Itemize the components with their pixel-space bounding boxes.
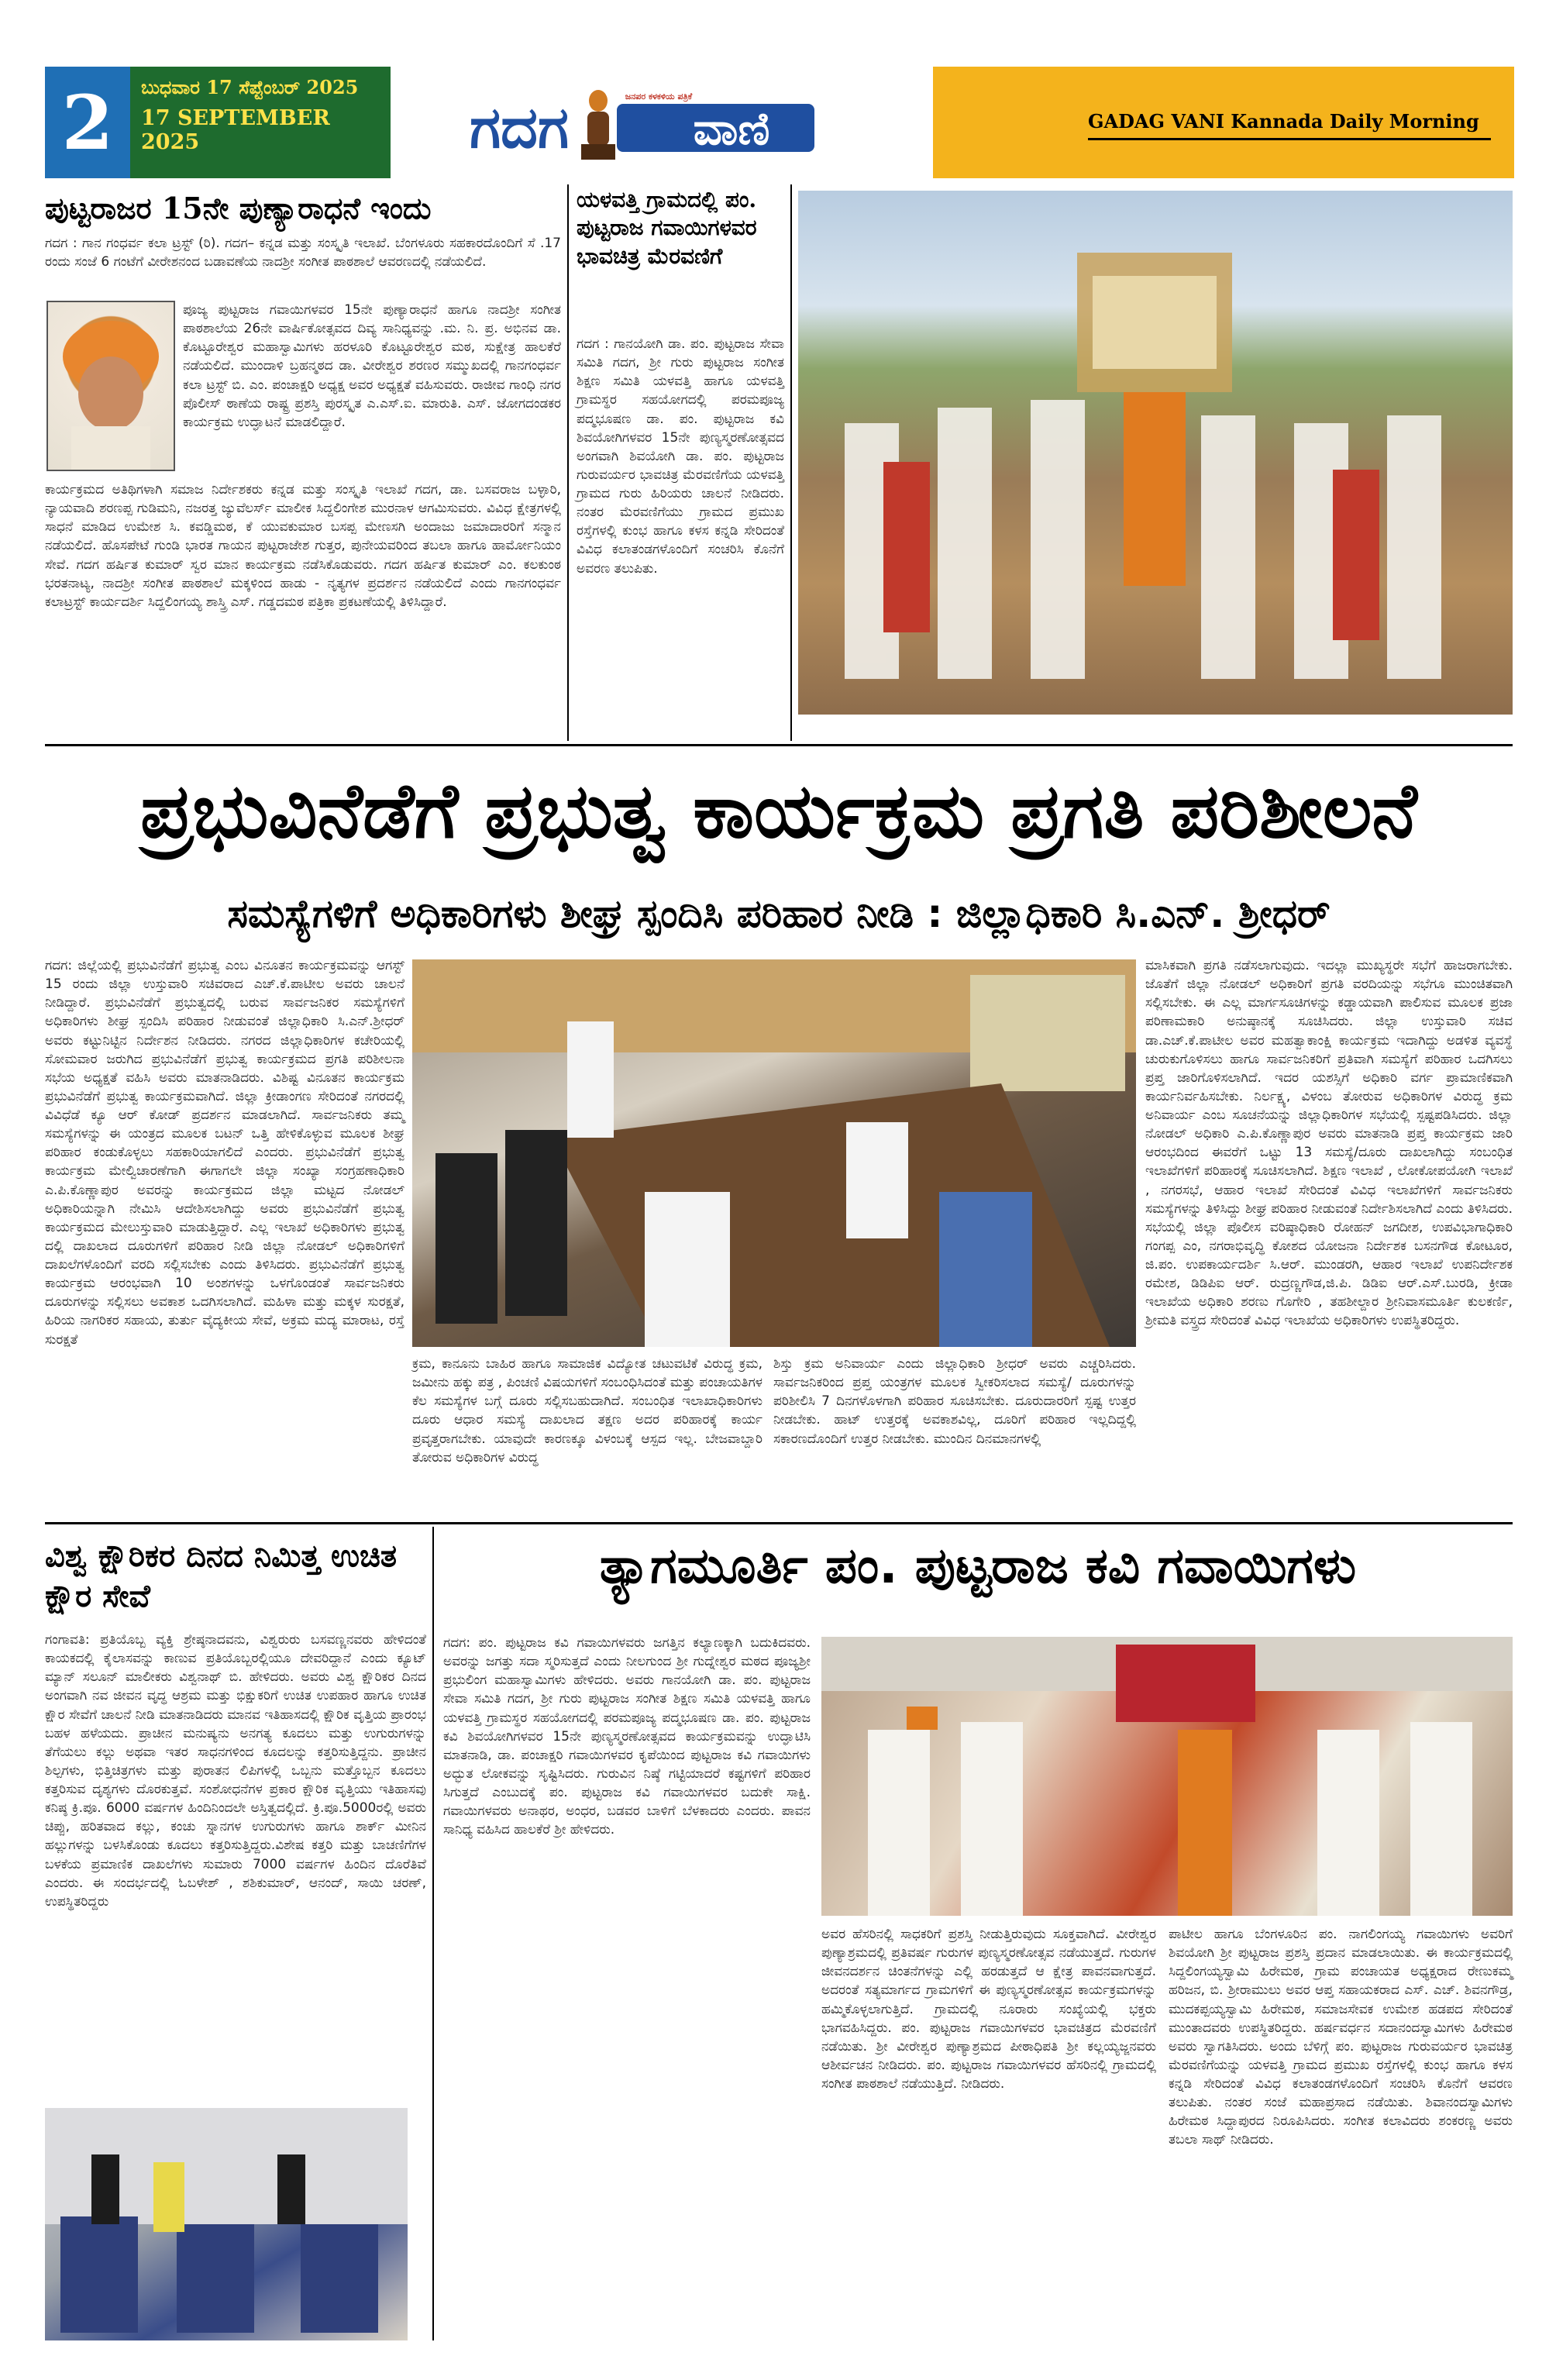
procession-photo bbox=[798, 191, 1513, 715]
logo-left-text: ಗದಗ bbox=[470, 95, 569, 161]
meeting-scene bbox=[412, 959, 1136, 1347]
tagline-bar bbox=[933, 67, 1514, 178]
logo-tagline: ಜನಪರ ಕಳಕಳಿಯ ಪತ್ರಿಕೆ bbox=[625, 91, 693, 102]
event-scene bbox=[821, 1637, 1513, 1916]
statue-icon bbox=[581, 90, 615, 160]
review-meeting-photo bbox=[412, 959, 1136, 1347]
article1-headline: ಪುಟ್ಟರಾಜರ 15ನೇ ಪುಣ್ಯಾರಾಧನೆ ಇಂದು bbox=[45, 191, 432, 226]
article1-side-text: ಪೂಜ್ಯ ಪುಟ್ಟರಾಜ ಗವಾಯಿಗಳವರ 15ನೇ ಪುಣ್ಯಾರಾಧನೆ ಹಾಗೂ ನಾದಶ್ರೀ ಸಂಗೀತ ಪಾಠಶಾಲೆಯ 26ನೇ ವಾರ್ಷಿಕೋತ್ಸವದ ದಿವ್ಯ ಸಾನಿಧ್ಯವನ್ನು .ಮ. ನಿ. ಪ್ರ. ಅಭಿನವ ಡಾ. ಕೊಟ್ಟೂರೇಶ್ವರ ಮಹಾಸ್ವಾಮಿಗಳು ಹರಳೂರಿ ಕೊಟ್ಟೂರೇಶ್ವರ ಮಠ, ಸುಕ್ಷೇತ್ರ ಹಾಲಕೆರೆ ನಡೆಯಲಿದೆ. ಮುಂದಾಳಿ ಬ್ರಹನ್ಮಠದ ಡಾ. ವೀರೇಶ್ವರ ಶರಣರ ಸಮ್ಮುಖದಲ್ಲಿ ಗಾನಗಂಧರ್ವ ಕಲಾ ಟ್ರಸ್ಟ್ ಬಿ. ಎಂ. ಪಂಚಾಕ್ಷರಿ ಅಧ್ಯಕ್ಷ ಅವರ ಅಧ್ಯಕ್ಷತೆ ವಹಿಸುವರು. ರಾಜೀವ ಗಾಂಧಿ ನಗರ ಪೊಲೀಸ್ ಠಾಣೆಯ ರಾಷ್ಟ್ರ ಪ್ರಶಸ್ತಿ ಪುರಸ್ಕೃತ ಎ.ಎಸ್.ಐ. ಮಾರುತಿ. ಎಸ್. ಜೋಗದಂಡಕರ ಕಾರ್ಯಕ್ರಮ ಉದ್ಘಾಟನೆ ಮಾಡಲಿದ್ದಾರೆ. bbox=[183, 302, 561, 430]
tagline-text: GADAG VANI Kannada Daily Morning bbox=[1088, 110, 1479, 133]
section-divider bbox=[45, 1522, 1513, 1524]
main-story-col4: ಮಾಸಿಕವಾಗಿ ಪ್ರಗತಿ ನಡೆಸಲಾಗುವುದು. ಇದಲ್ಲಾ ಮುಖ್ಯಸ್ಥರೇ ಸಭೆಗೆ ಹಾಜರಾಗಬೇಕು. ಜೊತೆಗೆ ಜಿಲ್ಲಾ ನೋಡಲ್ ಅಧಿಕಾರಿಗೆ ಪ್ರಗತಿ ವರದಿಯನ್ನು ಸಭೆಗೂ ಮುಂಚಿತವಾಗಿ ಸಲ್ಲಿಸಬೇಕು. ಈ ಎಲ್ಲ ಮಾರ್ಗಸೂಚಿಗಳನ್ನು ಕಡ್ಡಾಯವಾಗಿ ಪಾಲಿಸುವ ಮೂಲಕ ಪ್ರಜಾ ಪರಿಣಾಮಕಾರಿ ಅನುಷ್ಠಾನಕ್ಕೆ ಸೂಚಿಸಿದರು. ಜಿಲ್ಲಾ ಉಸ್ತುವಾರಿ ಸಚಿವ ಡಾ.ಎಚ್.ಕೆ.ಪಾಟೀಲ ಅವರ ಮಹತ್ವಾಕಾಂಕ್ಷಿ ಕಾರ್ಯಕ್ರಮ ಇದಾಗಿದ್ದು ಅಡಳಿತ ವ್ಯವಸ್ಥೆ ಚುರುಕುಗೊಳಿಸಲು ಹಾಗೂ ಸಾರ್ವಜನಿಕರಿಗೆ ಪ್ರತಿವಾಗಿ ಸಮಸ್ಯೆಗೆ ಪರಿಹಾರ ಒದಗಿಸಲು ಪ್ರಪ್ತ ಜಾರಿಗೊಳಿಸಲಾಗಿದೆ. ಇದರ ಯಶಸ್ಸಿಗೆ ಅಧಿಕಾರಿ ವರ್ಗ ಪ್ರಾಮಾಣಿಕವಾಗಿ ಕಾರ್ಯನಿರ್ವಹಿಸಬೇಕು. ನಿರ್ಲಕ್ಷ್ಯ, ವಿಳಂಬ ತೋರುವ ಅಧಿಕಾರಿಗಳ ವಿರುದ್ಧ ಕ್ರಮ ಅನಿವಾರ್ಯ ಎಂಬ ಸೂಚನೆಯನ್ನು ಜಿಲ್ಲಾಧಿಕಾರಿಗಳ ಸಭೆಯಲ್ಲಿ ಸ್ಪಷ್ಟಪಡಿಸಿದರು. ಜಿಲ್ಲಾ ನೋಡಲ್ ಅಧಿಕಾರಿ ಎ.ಪಿ.ಕೊಣ್ಣಾಪುರ ಅವರು ಮಾತನಾಡಿ ಪ್ರಪ್ತ ಕಾರ್ಯಕ್ರಮ ಜಾರಿ ಆರಂಭದಿಂದ ಈವರೆಗೆ ಒಟ್ಟು 13 ಸಮಸ್ಯೆ/ದೂರು ದಾಖಲಾಗಿದ್ದು ಸಂಬಂಧಿತ ಇಲಾಖೆಗಳಿಗೆ ಪರಿಹಾರಕ್ಕೆ ಸೂಚಿಸಲಾಗಿದೆ. ಶಿಕ್ಷಣ ಇಲಾಖೆ , ಲೋಕೋಪಯೋಗಿ ಇಲಾಖೆ , ನಗರಸಭೆ, ಆಹಾರ ಇಲಾಖೆ ಸೇರಿದಂತೆ ವಿವಿಧ ಇಲಾಖೆಗಳಿಗೆ ಸಾರ್ವಜನಿಕರು ಸಮಸ್ಯೆಗಳನ್ನು ತಿಳಿಸಿದ್ದು ಶೀಘ್ರ ಪರಿಹಾರ ನೀಡುವಂತೆ ನಿರ್ದೇಶಿಸಲಾಗಿದೆ ಎಂದು ತಿಳಿಸಿದರು. ಸಭೆಯಲ್ಲಿ ಜಿಲ್ಲಾ ಪೊಲೀಸ ವರಿಷ್ಠಾಧಿಕಾರಿ ರೋಹನ್ ಜಗದೀಶ, ಉಪವಿಭಾಗಾಧಿಕಾರಿ ಗಂಗಪ್ಪ ಎಂ, ನಗರಾಭಿವೃದ್ಧಿ ಕೋಶದ ಯೋಜನಾ ನಿರ್ದೇಶಕ ಬಸನಗೌಡ ಕೋಟೂರ, ಜಿ.ಪಂ. ಉಪಕಾರ್ಯದರ್ಶಿ ಸಿ.ಆರ್. ಮುಂಡರಗಿ, ಆಹಾರ ಇಲಾಖೆ ಉಪನಿರ್ದೇಶಕ ರಮೇಶ, ಡಿಡಿಪಿಐ ಆರ್. ರುದ್ರಣ್ಣಗೌಡ,ಜಿ.ಪಿ. ಡಿಡಿಐ ಆರ್.ಎಸ್.ಬುರಡಿ, ಕ್ರೀಡಾ ಇಲಾಖೆಯ ಅಧಿಕಾರಿ ಶರಣು ಗೊಗೇರಿ , ತಹಶೀಲ್ದಾರ ಶ್ರೀನಿವಾಸಮೂರ್ತಿ ಕುಲಕರ್ಣಿ, ಶ್ರೀಮತಿ ವಸ್ತ್ರದ ಸೇರಿದಂತೆ ವಿವಿಧ ಇಲಾಖೆಯ ಅಧಿಕಾರಿಗಳು ಉಪಸ್ಥಿತರಿದ್ದರು. bbox=[1145, 958, 1513, 1329]
guru-portrait-photo bbox=[46, 301, 175, 471]
section-divider bbox=[45, 744, 1513, 746]
tagline-underline bbox=[1088, 138, 1491, 140]
article2-body: ಗದಗ : ಗಾನಯೋಗಿ ಡಾ. ಪಂ. ಪುಟ್ಟರಾಜ ಸೇವಾ ಸಮಿತಿ ಗದಗ, ಶ್ರೀ ಗುರು ಪುಟ್ಟರಾಜ ಸಂಗೀತ ಶಿಕ್ಷಣ ಸಮಿತಿ ಯಳವತ್ತಿ ಹಾಗೂ ಯಳವತ್ತಿ ಗ್ರಾಮಸ್ಥರ ಸಹಯೋಗದಲ್ಲಿ ಪರಮಪೂಜ್ಯ ಪದ್ಮಭೂಷಣ ಡಾ. ಪಂ. ಪುಟ್ಟರಾಜ ಕವಿ ಶಿವಯೋಗಿಗಳವರ 15ನೇ ಪುಣ್ಯಸ್ಮರಣೋತ್ಸವದ ಅಂಗವಾಗಿ ಶಿವಯೋಗಿ ಡಾ. ಪಂ. ಪುಟ್ಟರಾಜ ಗುರುವರ್ಯರ ಭಾವಚಿತ್ರ ಮೆರವಣಿಗೆಯ ಯಳವತ್ತಿ ಗ್ರಾಮದ ಗುರು ಹಿರಿಯರು ಚಾಲನೆ ನೀಡಿದರು. ನಂತರ ಮೆರವಣಿಗೆಯು ಗ್ರಾಮದ ಪ್ರಮುಖ ರಸ್ತೆಗಳಲ್ಲಿ ಕುಂಭ ಹಾಗೂ ಕಳಸ ಕನ್ನಡಿ ಸೇರಿದಂತೆ ವಿವಿಧ ಕಲಾತಂಡಗಳೊಂದಿಗೆ ಸಂಚರಿಸಿ ಕೊನೆಗೆ ಅವರಣ ತಲುಪಿತು. bbox=[577, 336, 784, 577]
article5-top-text: ಗದಗ: ಪಂ. ಪುಟ್ಟರಾಜ ಕವಿ ಗವಾಯಿಗಳವರು ಜಗತ್ತಿನ ಕಲ್ಯಾಣಕ್ಕಾಗಿ ಬದುಕಿದವರು. ಅವರನ್ನು ಜಗತ್ತು ಸದಾ ಸ್ಮರಿಸುತ್ತದೆ ಎಂದು ನೀಲಗುಂದ ಶ್ರೀ ಗುದ್ನೇಶ್ವರ ಮಠದ ಪೂಜ್ಯಶ್ರೀ ಪ್ರಭುಲಿಂಗ ಮಹಾಸ್ವಾಮಿಗಳು ಹೇಳಿದರು. ಅವರು ಗಾನಯೋಗಿ ಡಾ. ಪಂ. ಪುಟ್ಟರಾಜ ಸೇವಾ ಸಮಿತಿ ಗದಗ, ಶ್ರೀ ಗುರು ಪುಟ್ಟರಾಜ ಸಂಗೀತ ಶಿಕ್ಷಣ ಸಮಿತಿ ಯಳವತ್ತಿ ಹಾಗೂ ಯಳವತ್ತಿ ಗ್ರಾಮಸ್ಥರ ಸಹಯೋಗದಲ್ಲಿ ಪರಮಪೂಜ್ಯ ಪದ್ಮಭೂಷಣ ಡಾ. ಪಂ. ಪುಟ್ಟರಾಜ ಕವಿ ಶಿವಯೋಗಿಗಳವರ 15ನೇ ಪುಣ್ಯಸ್ಮರಣೋತ್ಸವದ ಕಾರ್ಯಕ್ರಮವನ್ನು ಉದ್ಘಾಟಿಸಿ ಮಾತನಾಡಿ, ಡಾ. ಪಂಚಾಕ್ಷರಿ ಗವಾಯಿಗಳವರ ಕೃಪೆಯಿಂದ ಪುಟ್ಟರಾಜ ಕವಿ ಗವಾಯಿಗಳು ಅದ್ಭುತ ಲೋಕವನ್ನು ಸೃಷ್ಟಿಸಿದರು. ಗುರುವಿನ ನಿಷ್ಠೆ ಗಟ್ಟಿಯಾದರೆ ಕಷ್ಟಗಳಿಗೆ ಪರಿಹಾರ ಸಿಗುತ್ತದೆ ಎಂಬುದಕ್ಕೆ ಪಂ. ಪುಟ್ಟರಾಜ ಕವಿ ಗವಾಯಿಗಳವರ ಬದುಕೇ ಸಾಕ್ಷಿ. ಗವಾಯಿಗಳವರು ಅನಾಥರ, ಅಂಧರ, ಬಡವರ ಬಾಳಿಗೆ ಬೆಳಕಾದರು ಎಂದರು. ಪಾವನ ಸಾನಿಧ್ಯ ವಹಿಸಿದ ಹಾಲಕೆರೆ ಶ್ರೀ ಹೇಳಿದರು. bbox=[443, 1635, 811, 1838]
date-kannada: ಬುಧವಾರ 17 ಸೆಪ್ಟೆಂಬರ್ 2025 bbox=[141, 76, 359, 98]
column-divider bbox=[567, 184, 569, 741]
date-box bbox=[130, 67, 391, 178]
main-story-col2: ಕ್ರಮ, ಕಾನೂನು ಬಾಹಿರ ಹಾಗೂ ಸಾಮಾಜಿಕ ವಿದ್ಯೋತ ಚಟುವಟಿಕೆ ವಿರುದ್ಧ ಕ್ರಮ, ಜಮೀನು ಹಕ್ಕು ಪತ್ರ , ಪಿಂಚಣಿ ವಿಷಯಗಳಿಗೆ ಸಂಬಂಧಿಸಿದಂತೆ ಮತ್ತು ಪಂಚಾಯತಿಗಳ ಕೆಲ ಸಮಸ್ಯೆಗಳ ಬಗ್ಗೆ ದೂರು ಸಲ್ಲಿಸಬಹುದಾಗಿದೆ. ಸಂಬಂಧಿತ ಇಲಾಖಾಧಿಕಾರಿಗಳು ದೂರು ಆಧಾರ ಸಮಸ್ಯೆ ದಾಖಲಾದ ತಕ್ಷಣ ಅದರ ಪರಿಹಾರಕ್ಕೆ ಕಾರ್ಯ ಪ್ರವೃತ್ತರಾಗಬೇಕು. ಯಾವುದೇ ಕಾರಣಕ್ಕೂ ವಿಳಂಬಕ್ಕೆ ಆಸ್ಪದ ಇಲ್ಲ. ಬೇಜವಾಬ್ದಾರಿ ತೋರುವ ಅಧಿಕಾರಿಗಳ ವಿರುದ್ಧ bbox=[412, 1356, 763, 1466]
date-english: 17 SEPTEMBER 2025 bbox=[141, 106, 330, 154]
article4-headline: ವಿಶ್ವ ಕ್ಷೌರಿಕರ ದಿನದ ನಿಮಿತ್ತ ಉಚಿತ ಕ್ಷೌರ ಸೇವೆ bbox=[45, 1538, 398, 1614]
portrait-figure-icon bbox=[48, 302, 174, 470]
article2-headline: ಯಳವತ್ತಿ ಗ್ರಾಮದಲ್ಲಿ ಪಂ. ಪುಟ್ಟರಾಜ ಗವಾಯಿಗಳವರ ಭಾವಚಿತ್ರ ಮೆರವಣಿಗೆ bbox=[577, 187, 757, 269]
main-subheadline: ಸಮಸ್ಯೆಗಳಿಗೆ ಅಧಿಕಾರಿಗಳು ಶೀಘ್ರ ಸ್ಪಂದಿಸಿ ಪರಿಹಾರ ನೀಡಿ : ಜಿಲ್ಲಾಧಿಕಾರಿ ಸಿ.ಎನ್. ಶ್ರೀಧರ್ bbox=[227, 891, 1331, 936]
article4-body: ಗಂಗಾವತಿ: ಪ್ರತಿಯೊಬ್ಬ ವ್ಯಕ್ತಿ ಶ್ರೇಷ್ಠನಾದವನು, ವಿಶ್ವರುರು ಬಸವಣ್ಣನವರು ಹೇಳಿದಂತೆ ಕಾಯಕದಲ್ಲಿ ಕೈಲಾಸವನ್ನು ಕಾಣುವ ಪ್ರತಿಯೊಬ್ಬರಲ್ಲಿಯೂ ದೇವರಿದ್ದಾನೆ ಎಂದು ಕ್ಯೂಟ್ ಮ್ಯಾನ್ ಸಲೂನ್ ಮಾಲೀಕರು ವಿಶ್ವನಾಥ್ ಬಿ. ಹೇಳಿದರು. ಅವರು ವಿಶ್ವ ಕ್ಷೌರಿಕರ ದಿನದ ಅಂಗವಾಗಿ ನವ ಜೀವನ ವೃದ್ಧ ಆಶ್ರಮ ಮತ್ತು ಭಿಕ್ಷುಕರಿಗೆ ಉಚಿತ ಉಪಹಾರ ಹಾಗೂ ಉಚಿತ ಕ್ಷೌರ ಸೇವೆಗೆ ಚಾಲನೆ ನೀಡಿ ಮಾತನಾಡಿದರು ಮಾನವ ಇತಿಹಾಸದಲ್ಲಿ ಕ್ಷೌರಿಕ ವೃತ್ತಿಯ ಪ್ರಾರಂಭ ಬಹಳ ಹಳೆಯದು. ಪ್ರಾಚೀನ ಮನುಷ್ಯನು ಅನಗತ್ಯ ಕೂದಲು ಮತ್ತು ಉಗುರುಗಳನ್ನು ತೆಗೆಯಲು ಕಲ್ಲು ಅಥವಾ ಇತರ ಸಾಧನಗಳಿಂದ ಕೂದಲನ್ನು ಕತ್ತರಿಸುತ್ತಿದ್ದನು. ಪ್ರಾಚೀನ ಶಿಲ್ಪಗಳು, ಭಿತ್ತಿಚಿತ್ರಗಳು ಮತ್ತು ಪುರಾತನ ಲಿಪಿಗಳಲ್ಲಿ ಒಬ್ಬನು ಮತ್ತೊಬ್ಬನ ಕೂದಲು ಕತ್ತರಿಸುವ ದೃಶ್ಯಗಳು ದೊರಕುತ್ತವೆ. ಸಂಶೋಧನೆಗಳ ಪ್ರಕಾರ ಕ್ಷೌರಿಕ ವೃತ್ತಿಯು ಇತಿಹಾಸವು ಕನಿಷ್ಠ ಕ್ರಿ.ಪೂ. 6000 ವರ್ಷಗಳ ಹಿಂದಿನಿಂದಲೇ ಅಸ್ತಿತ್ವದಲ್ಲಿದೆ. ಕ್ರಿ.ಪೂ.5000ರಲ್ಲಿ ಅವರು ಚಿಪ್ಪು, ಹರಿತವಾದ ಕಲ್ಲು, ಕಂಚು ಸ್ನಾನಗಳ ಉಗುರುಗಳು ಹಾಗೂ ಶಾರ್ಕ್ ಮೀನಿನ ಹಲ್ಲುಗಳನ್ನು ಬಳಸಿಕೊಂಡು ಕೂದಲು ಕತ್ತರಿಸುತ್ತಿದ್ದರು.ವಿಶೇಷ ಕತ್ತರಿ ಮತ್ತು ಬಾಚಣಿಗೆಗಳ ಬಳಕೆಯ ಪ್ರಮಾಣಿಕ ದಾಖಲೆಗಳು ಸುಮಾರು 7000 ವರ್ಷಗಳ ಹಿಂದಿನ ದೊರೆತಿವೆ ಎಂದರು. ಈ ಸಂದರ್ಭದಲ್ಲಿ ಓಬಳೇಶ್ , ಶಶಿಕುಮಾರ್, ಆನಂದ್, ಸಾಯಿ ಚರಣ್, ಉಪಸ್ಥಿತರಿದ್ದರು bbox=[45, 1632, 426, 1910]
article1-body: ಕಾರ್ಯಕ್ರಮದ ಅತಿಥಿಗಳಾಗಿ ಸಮಾಜ ನಿರ್ದೇಶಕರು ಕನ್ನಡ ಮತ್ತು ಸಂಸ್ಕೃತಿ ಇಲಾಖೆ ಗದಗ, ಡಾ. ಬಸವರಾಜ ಬಳ್ಳಾರಿ, ನ್ಯಾಯವಾದಿ ಶರಣಪ್ಪ ಗುಡಿಮನಿ, ನಜರತ್ತ ಜ್ಯುವೆಲರ್ಸ್ ಮಾಲೀಕ ಸಿದ್ದಲಿಂಗೇಶ ಮುರನಾಳ ಆಗಮಿಸುವರು. ವಿವಿಧ ಕ್ಷೇತ್ರಗಳಲ್ಲಿ ಸಾಧನೆ ಮಾಡಿದ ಉಮೇಶ ಸಿ. ಕವಡ್ಡಿಮಠ, ಕೆ ಯುವಕುಮಾರ ಬಸಪ್ಪ ಮೇಣಸಗಿ ಅಂದಾಜು ಜಮಾದಾರರಿಗೆ ಸನ್ಮಾನ ನಡೆಯಲಿದೆ. ಹೊಸಪೇಟೆ ಗುಂಡಿ ಭಾರತ ಗಾಯನ ಪುಟ್ಟರಾಜೇಶ ಗುತ್ತರ, ಪುನೇಯವರಿಂದ ತಬಲಾ ಹಾಗೂ ಹಾರ್ಮೋನಿಯಂ ಸೇವೆ. ಗದಗ ಹರ್ಷಿತ ಕುಮಾರ್ ಸ್ವರ ಮಾನ ಕಾರ್ಯಕ್ರಮ ನಡೆಸಿಕೊಡುವರು. ಗದಗ ಹರ್ಷಿತ ಕುಮಾರ್ ಎಂ. ಕಲಕುಂಠ ಭರತನಾಟ್ಯ, ನಾದಶ್ರೀ ಸಂಗೀತ ಪಾಠಶಾಲೆ ಮಕ್ಕಳಿಂದ ಹಾಡು - ನೃತ್ಯಗಳ ಪ್ರದರ್ಶನ ನಡೆಯಲಿದೆ ಎಂದು ಗಾನಗಂಧರ್ವ ಕಲಾಟ್ರಸ್ಟ್ ಕಾರ್ಯದರ್ಶಿ ಸಿದ್ದಲಿಂಗಯ್ಯ ಶಾಸ್ತ್ರಿ ಎಸ್. ಗಡ್ಡದಮಠ ಪತ್ರಿಕಾ ಪ್ರಕಟಣೆಯಲ್ಲಿ ತಿಳಿಸಿದ್ದಾರೆ. bbox=[45, 482, 561, 610]
logo-right-text: ವಾಣಿ bbox=[693, 102, 770, 155]
main-story-col3: ಶಿಸ್ತು ಕ್ರಮ ಅನಿವಾರ್ಯ ಎಂದು ಜಿಲ್ಲಾಧಿಕಾರಿ ಶ್ರೀಧರ್ ಅವರು ಎಚ್ಚರಿಸಿದರು. ಸಾರ್ವಜನಿಕರಿಂದ ಪ್ರಪ್ತ ಯಂತ್ರಗಳ ಮೂಲಕ ಸ್ವೀಕರಿಸಲಾದ ಸಮಸ್ಯೆ/ ದೂರುಗಳನ್ನು ಪರಿಶೀಲಿಸಿ 7 ದಿನಗಳೊಳಗಾಗಿ ಪರಿಹಾರ ಸೂಚಿಸಬೇಕು. ದೂರುದಾರರಿಗೆ ಸ್ಪಷ್ಟ ಉತ್ತರ ನೀಡಬೇಕು. ಹಾಟ್ ಉತ್ತರಕ್ಕೆ ಅವಕಾಶವಿಲ್ಲ, ದೂರಿಗೆ ಪರಿಹಾರ ಇಲ್ಲದಿದ್ದಲ್ಲಿ ಸಕಾರಣದೊಂದಿಗೆ ಉತ್ತರ ನೀಡಬೇಕು. ಮುಂದಿನ ದಿನಮಾನಗಳಲ್ಲಿ bbox=[773, 1356, 1136, 1447]
haircut-scene bbox=[45, 2108, 408, 2340]
logo-graphic bbox=[391, 67, 933, 178]
haircut-service-photo bbox=[45, 2108, 408, 2340]
column-divider bbox=[432, 1527, 434, 2340]
newspaper-logo bbox=[391, 67, 933, 178]
main-story-col1: ಗದಗ: ಜಿಲ್ಲೆಯಲ್ಲಿ ಪ್ರಭುವಿನೆಡೆಗೆ ಪ್ರಭುತ್ವ ಎಂಬ ವಿನೂತನ ಕಾರ್ಯಕ್ರಮವನ್ನು ಆಗಸ್ಟ್ 15 ರಂದು ಜಿಲ್ಲಾ ಉಸ್ತುವಾರಿ ಸಚಿವರಾದ ಎಚ್.ಕೆ.ಪಾಟೀಲ ಅವರು ಚಾಲನೆ ನೀಡಿದ್ದಾರೆ. ಪ್ರಭುವಿನೆಡೆಗೆ ಪ್ರಭುತ್ವದಲ್ಲಿ ಬರುವ ಸಾರ್ವಜನಿಕರ ಸಮಸ್ಯೆಗಳಿಗೆ ಅಧಿಕಾರಿಗಳು ಶೀಘ್ರ ಸ್ಪಂದಿಸಿ ಪರಿಹಾರ ನೀಡುವಂತೆ ಜಿಲ್ಲಾಧಿಕಾರಿ ಸಿ.ಎನ್.ಶ್ರೀಧರ್ ಅವರು ಕಟ್ಟುನಿಟ್ಟಿನ ನಿರ್ದೇಶನ ನೀಡಿದರು. ನಗರದ ಜಿಲ್ಲಾಧಿಕಾರಿಗಳ ಕಚೇರಿಯಲ್ಲಿ ಸೋಮವಾರ ಜರುಗಿದ ಪ್ರಭುವಿನೆಡೆಗೆ ಪ್ರಭುತ್ವ ಕಾರ್ಯಕ್ರಮದ ಪ್ರಗತಿ ಪರಿಶೀಲನಾ ಸಭೆಯ ಅಧ್ಯಕ್ಷತೆ ವಹಿಸಿ ಅವರು ಮಾತನಾಡಿದರು. ವಿಶಿಷ್ಟ ವಿನೂತನ ಕಾರ್ಯಕ್ರಮ ಪ್ರಭುವಿನೆಡೆಗೆ ಪ್ರಭುತ್ವ ಕಾರ್ಯಕ್ರಮವಾಗಿದೆ. ಜಿಲ್ಲಾ ಕ್ರೀಡಾಂಗಣ ಸೇರಿದಂತೆ ನಗರದಲ್ಲಿ ವಿವಿಧೆಡೆ ಕ್ಯೂ ಆರ್ ಕೋಡ್ ಪ್ರದರ್ಶನ ಮಾಡಲಾಗಿದೆ. ಸಾರ್ವಜನಿಕರು ತಮ್ಮ ಸಮಸ್ಯೆಗಳನ್ನು ಈ ಯಂತ್ರದ ಮೂಲಕ ಬಟನ್ ಒತ್ತಿ ಹೇಳಿಕೊಳ್ಳುವ ಮೂಲಕ ಶೀಘ್ರ ಪರಿಹಾರ ಕಂಡುಕೊಳ್ಳಲು ಸಹಕಾರಿಯಾಗಲಿದೆ ಎಂದರು. ಪ್ರಭುವಿನೆಡೆಗೆ ಪ್ರಭುತ್ವ ಕಾರ್ಯಕ್ರಮ ಮೇಲ್ವಿಚಾರಣೆಗಾಗಿ ಈಗಾಗಲೇ ಜಿಲ್ಲಾ ಸಂಖ್ಯಾ ಸಂಗ್ರಹಣಾಧಿಕಾರಿ ಎ.ಪಿ.ಕೊಣ್ಣಾಪುರ ಅವರನ್ನು ಕಾರ್ಯಕ್ರಮದ ಜಿಲ್ಲಾ ಮಟ್ಟದ ನೋಡಲ್ ಅಧಿಕಾರಿಯನ್ನಾಗಿ ನೇಮಿಸಿ ಆದೇಶಿಸಲಾಗಿದ್ದು ಅವರು ಪ್ರಭುವಿನೆಡೆಗೆ ಪ್ರಭುತ್ವ ಕಾರ್ಯಕ್ರಮದ ಮೇಲುಸ್ತುವಾರಿ ಮಾಡುತ್ತಿದ್ದಾರೆ. ಎಲ್ಲ ಇಲಾಖೆ ಅಧಿಕಾರಿಗಳು ಪ್ರಭುತ್ವ ದಲ್ಲಿ ದಾಖಲಾದ ದೂರುಗಳಿಗೆ ಪರಿಹಾರ ನೀಡಿ ಜಿಲ್ಲಾ ನೋಡಲ್ ಅಧಿಕಾರಿಗಳಿಗೆ ದಾಖಲೆಗಳೊಂದಿಗೆ ವರದಿ ಸಲ್ಲಿಸಬೇಕು ಎಂದು ತಿಳಿಸಿದರು. ಪ್ರಭುವಿನೆಡೆಗೆ ಪ್ರಭುತ್ವ ಕಾರ್ಯಕ್ರಮ ಆರಂಭವಾಗಿ 10 ಅಂಶಗಳನ್ನು ಒಳಗೊಂಡಂತೆ ಸಾರ್ವಜನಿಕರು ದೂರುಗಳನ್ನು ಸಲ್ಲಿಸಲು ಅವಕಾಶ ಒದಗಿಸಲಾಗಿದೆ. ಮಹಿಳಾ ಮತ್ತು ಮಕ್ಕಳ ಸುರಕ್ಷತೆ, ಹಿರಿಯ ನಾಗರಿಕರ ಸಹಾಯ, ತುರ್ತು ವೈದ್ಯಕೀಯ ಸೇವೆ, ಅಕ್ರಮ ಮದ್ಯ ಮಾರಾಟ, ರಸ್ತೆ ಸುರಕ್ಷತೆ bbox=[45, 958, 404, 1348]
page-number: 2 bbox=[45, 67, 130, 178]
procession-scene bbox=[798, 191, 1513, 715]
article5-bottom-right: ಪಾಟೀಲ ಹಾಗೂ ಬೆಂಗಳೂರಿನ ಪಂ. ನಾಗಲಿಂಗಯ್ಯ ಗವಾಯಿಗಳು ಅವರಿಗೆ ಶಿವಯೋಗಿ ಶ್ರೀ ಪುಟ್ಟರಾಜ ಪ್ರಶಸ್ತಿ ಪ್ರದಾನ ಮಾಡಲಾಯಿತು. ಈ ಕಾರ್ಯಕ್ರಮದಲ್ಲಿ ಸಿದ್ದಲಿಂಗಯ್ಯಸ್ವಾಮಿ ಹಿರೇಮಠ, ಗ್ರಾಮ ಪಂಚಾಯತ ಅಧ್ಯಕ್ಷರಾದ ರೇಣುಕಮ್ಮ ಹರಿಜನ, ಬಿ. ಶ್ರೀರಾಮುಲು ಅವರ ಆಪ್ತ ಸಹಾಯಕರಾದ ಎಸ್. ಎಚ್. ಶಿವನಗೌಡ್ರ, ಮುದಕಪ್ಪಯ್ಯಸ್ವಾಮಿ ಹಿರೇಮಠ, ಸಮಾಜಸೇವಕ ಉಮೇಶ ಹಡಪದ ಸೇರಿದಂತೆ ಮುಂತಾದವರು ಉಪಸ್ಥಿತರಿದ್ದರು. ಹರ್ಷವರ್ಧನ ಸದಾನಂದಸ್ವಾಮಿಗಳು ಹಿರೇಮಠ ಅವರು ಸ್ವಾಗತಿಸಿದರು. ಅಂದು ಬೆಳಿಗ್ಗೆ ಪಂ. ಪುಟ್ಟರಾಜ ಗುರುವರ್ಯರ ಭಾವಚಿತ್ರ ಮೆರವಣಿಗೆಯನ್ನು ಯಳವತ್ತಿ ಗ್ರಾಮದ ಪ್ರಮುಖ ರಸ್ತೆಗಳಲ್ಲಿ ಕುಂಭ ಹಾಗೂ ಕಳಸ ಕನ್ನಡಿ ಸೇರಿದಂತೆ ವಿವಿಧ ಕಲಾತಂಡಗಳೊಂದಿಗೆ ಸಂಚರಿಸಿ ಕೊನೆಗೆ ಆವರಣ ತಲುಪಿತು. ನಂತರ ಸಂಜೆ ಮಹಾಪ್ರಸಾದ ನಡೆಯಿತು. ಶಿವಾನಂದಸ್ವಾಮಿಗಳು ಹಿರೇಮಠ ಸಿದ್ದಾಪುರದ ನಿರೂಪಿಸಿದರು. ಸಂಗೀತ ಕಲಾವಿದರು ಶಂಕರಣ್ಣ ಅವರು ತಬಲಾ ಸಾಥ್ ನೀಡಿದರು. bbox=[1169, 1927, 1513, 2148]
article1-intro: ಗದಗ : ಗಾನ ಗಂಧರ್ವ ಕಲಾ ಟ್ರಸ್ಟ್ (ರಿ). ಗದಗ– ಕನ್ನಡ ಮತ್ತು ಸಂಸ್ಕೃತಿ ಇಲಾಖೆ. ಬೆಂಗಳೂರು ಸಹಕಾರದೊಂದಿಗೆ ಸೆ .17 ರಂದು ಸಂಜೆ 6 ಗಂಟೆಗೆ ವೀರೇಶನಂದ ಬಡಾವಣೆಯ ನಾದಶ್ರೀ ಸಂಗೀತ ಪಾಠಶಾಲೆ ಆವರಣದಲ್ಲಿ ನಡೆಯಲಿದೆ. bbox=[45, 236, 561, 270]
column-divider bbox=[790, 184, 792, 741]
main-headline: ಪ್ರಭುವಿನೆಡೆಗೆ ಪ್ರಭುತ್ವ ಕಾರ್ಯಕ್ರಮ ಪ್ರಗತಿ ಪರಿಶೀಲನೆ bbox=[140, 767, 1417, 856]
article5-bottom-left: ಅವರ ಹೆಸರಿನಲ್ಲಿ ಸಾಧಕರಿಗೆ ಪ್ರಶಸ್ತಿ ನೀಡುತ್ತಿರುವುದು ಸೂಕ್ತವಾಗಿದೆ. ವೀರೇಶ್ವರ ಪುಣ್ಯಾಶ್ರಮದಲ್ಲಿ ಪ್ರತಿವರ್ಷ ಗುರುಗಳ ಪುಣ್ಯಸ್ಮರಣೋತ್ಸವ ನಡೆಯುತ್ತದೆ. ಗುರುಗಳ ಜೀವನದರ್ಶನ ಚಿಂತನೆಗಳನ್ನು ಎಲ್ಲಿ ಹರಡುತ್ತದೆ ಆ ಕ್ಷೇತ್ರ ಪಾವನವಾಗುತ್ತದೆ. ಅದರಂತೆ ಸತ್ಯಮಾರ್ಗದ ಗ್ರಾಮಗಳಿಗೆ ಈ ಪುಣ್ಯಸ್ಮರಣೋತ್ಸವ ಕಾರ್ಯಕ್ರಮಗಳನ್ನು ಹಮ್ಮಿಕೊಳ್ಳಲಾಗುತ್ತಿದೆ. ಗ್ರಾಮದಲ್ಲಿ ನೂರಾರು ಸಂಖ್ಯೆಯಲ್ಲಿ ಭಕ್ತರು ಭಾಗವಹಿಸಿದ್ದರು. ಪಂ. ಪುಟ್ಟರಾಜ ಗವಾಯಿಗಳವರ ಭಾವಚಿತ್ರದ ಮೆರವಣಿಗೆ ನಡೆಯಿತು. ಶ್ರೀ ವೀರೇಶ್ವರ ಪುಣ್ಯಾಶ್ರಮದ ಪೀಠಾಧಿಪತಿ ಶ್ರೀ ಕಲ್ಲಯ್ಯಜ್ಜನವರು ಆಶೀರ್ವಚನ ನೀಡಿದರು. ಪಂ. ಪುಟ್ಟರಾಜ ಗವಾಯಿಗಳವರ ಹೆಸರಿನಲ್ಲಿ ಗ್ರಾಮದಲ್ಲಿ ಸಂಗೀತ ಪಾಠಶಾಲೆ ನಡೆಯುತ್ತಿದೆ. ನೀಡಿದರು. bbox=[821, 1927, 1156, 2092]
tribute-event-photo bbox=[821, 1637, 1513, 1916]
article5-headline: ತ್ಯಾಗಮೂರ್ತಿ ಪಂ. ಪುಟ್ಟರಾಜ ಕವಿ ಗವಾಯಿಗಳು bbox=[599, 1538, 1357, 1595]
